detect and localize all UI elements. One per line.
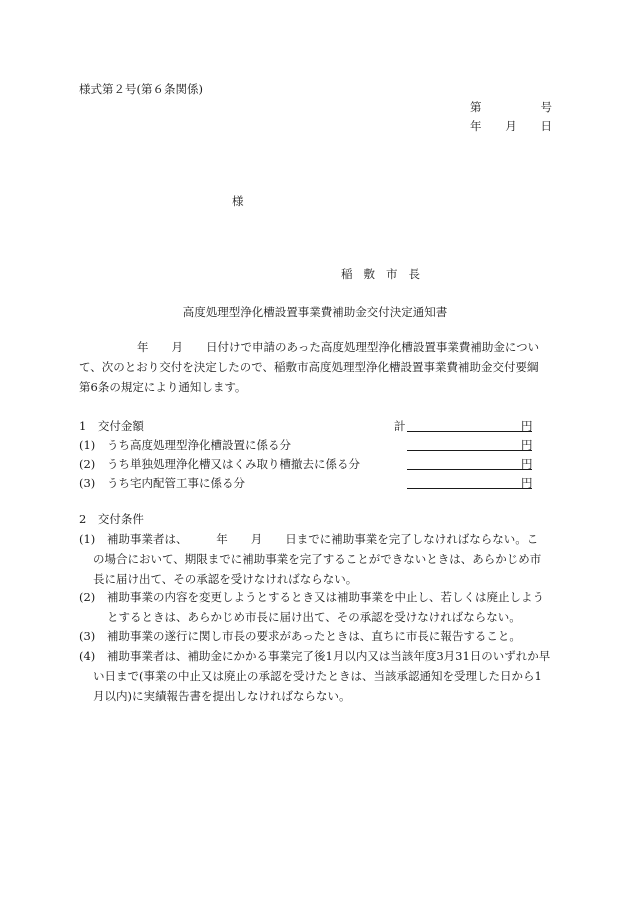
condition-line: 月以内)に実績報告書を提出しなければならない。 (93, 689, 351, 703)
condition-line: 補助事業の遂行に関し市長の要求があったときは、直ちに市長に報告すること。 (107, 629, 521, 643)
date-month: 月 (505, 119, 517, 133)
total-amount-line (407, 417, 532, 432)
condition-line: 補助事業者は、 年 月 日までに補助事業を完了しなければならない。こ (107, 532, 539, 546)
body-line: て、次のとおり交付を決定したので、稲敷市高度処理型浄化槽設置事業費補助金交付要綱 (79, 360, 539, 374)
date-year: 年 (470, 119, 482, 133)
doc-number-suffix: 号 (540, 100, 552, 114)
sender-char: 長 (408, 267, 420, 281)
date-day: 日 (540, 119, 552, 133)
form-number: 様式第２号(第６条関係) (79, 82, 203, 96)
item-number: (2) (79, 457, 96, 471)
yen-unit: 円 (521, 457, 533, 471)
section1-heading: 1 交付金額 (79, 419, 144, 433)
item-number: (3) (79, 476, 96, 490)
condition-number: (3) (79, 629, 96, 643)
amount-line (407, 474, 532, 489)
sender-char: 稲 (341, 267, 353, 281)
condition-line: 補助事業者は、補助金にかかる事業完了後1月以内又は当該年度3月31日のいずれか早 (107, 649, 551, 663)
condition-line: 長に届け出て、その承認を受けなければならない。 (93, 572, 358, 586)
doc-number-prefix: 第 (470, 100, 482, 114)
item-number: (1) (79, 438, 96, 452)
addressee-suffix: 様 (232, 194, 244, 208)
condition-number: (2) (79, 590, 96, 604)
condition-number: (4) (79, 649, 96, 663)
body-line: 年 月 日付けで申請のあった高度処理型浄化槽設置事業費補助金につい (137, 340, 540, 354)
yen-unit: 円 (521, 476, 533, 490)
condition-line: の場合において、期限までに補助事業を完了することができないときは、あらかじめ市 (93, 552, 542, 566)
condition-line: 補助事業の内容を変更しようとするとき又は補助事業を中止し、若しくは廃止しよう (107, 590, 544, 604)
condition-number: (1) (79, 532, 96, 546)
sender-char: 敷 (363, 267, 375, 281)
document-title: 高度処理型浄化槽設置事業費補助金交付決定通知書 (182, 305, 448, 319)
item-text: うち高度処理型浄化槽設置に係る分 (107, 438, 291, 452)
document-number (470, 99, 552, 115)
amount-item (79, 475, 245, 491)
amount-line (407, 436, 532, 451)
amount-line (407, 455, 532, 470)
item-text: うち単独処理浄化槽又はくみ取り槽撤去に係る分 (107, 457, 360, 471)
issue-date (470, 118, 552, 134)
yen-unit: 円 (521, 419, 533, 433)
condition-line: とするときは、あらかじめ市長に届け出て、その承認を受けなければならない。 (107, 610, 521, 624)
condition-line: い日まで(事業の中止又は廃止の承認を受けたときは、当該承認通知を受理した日から1 (93, 669, 542, 683)
yen-unit: 円 (521, 438, 533, 452)
body-line: 第6条の規定により通知します。 (79, 380, 247, 394)
section2-heading: 2 交付条件 (79, 512, 144, 526)
total-label: 計 (394, 419, 406, 433)
amount-item (79, 456, 360, 472)
sender (341, 266, 420, 282)
item-text: うち宅内配管工事に係る分 (107, 476, 245, 490)
sender-char: 市 (386, 267, 398, 281)
amount-item (79, 437, 291, 453)
